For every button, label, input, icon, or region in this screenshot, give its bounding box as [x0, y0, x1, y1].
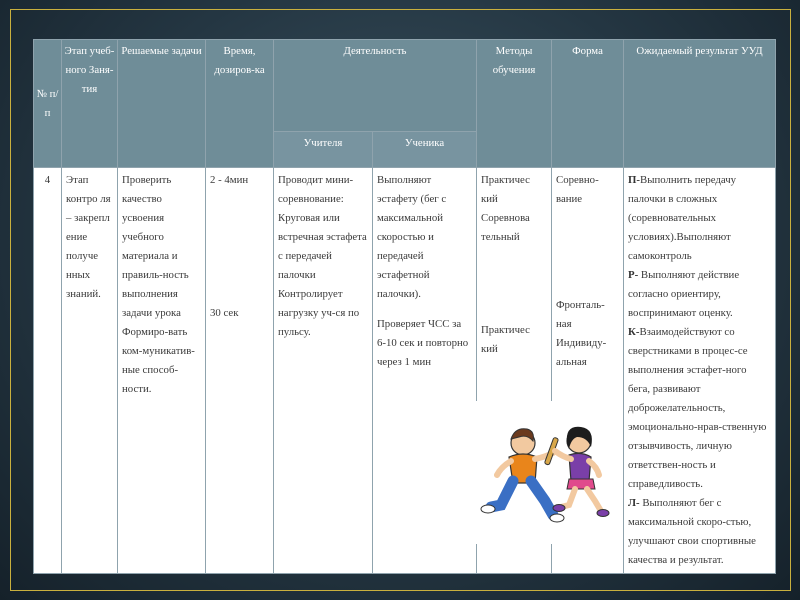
student-first: Выполняют эстафету (бег с максимальной скоростью и передачей эстафетной палочки). — [377, 174, 447, 300]
header-tasks: Решаемые задачи — [118, 40, 206, 168]
header-teacher: Учителя — [274, 132, 373, 168]
student-second: Проверяет ЧСС за 6-10 сек и повторно через 1 мин — [377, 318, 469, 368]
relay-kids-image — [475, 401, 618, 544]
teacher-first: Проводит мини-соревнование: Круговая или встречная эстафета с передачей палочки — [278, 174, 367, 281]
cell-teacher — [274, 168, 373, 574]
lesson-plan-sheet — [33, 39, 775, 573]
methods-second: Практичес кий — [481, 324, 530, 355]
header-student: Ученика — [373, 132, 477, 168]
cell-num: 4 — [34, 168, 62, 574]
result-p: П-Выполнить передачу палочки в сложных (соревновательных условиях).Выполняют самоконтроль — [628, 174, 737, 262]
result-l: Л- Выполняют бег с максимальной скоро-стью, улучшают свои спортивные качества и результат. — [628, 497, 756, 566]
cell-time — [206, 168, 274, 574]
header-form: Форма — [552, 40, 624, 168]
cell-student — [373, 168, 477, 574]
cell-stage: Этап контро ля – закрепл ение получе нных знаний. — [62, 168, 118, 574]
header-num: № п/п — [34, 40, 62, 168]
header-stage: Этап учеб-ного Заня-тия — [62, 40, 118, 168]
header-result: Ожидаемый результат УУД — [624, 40, 776, 168]
methods-first: Практичес кий Соревнова тельный — [481, 174, 530, 243]
time-first: 2 - 4мин — [210, 174, 249, 186]
form-first: Соревно-вание — [556, 174, 599, 205]
cell-tasks: Проверить качество усвоения учебного материала и правиль-ность выполнения задачи урока Формиро-вать ком-муникатив-ные способ-ности. — [118, 168, 206, 574]
teacher-second: Контролирует нагрузку уч-ся по пульсу. — [278, 288, 360, 338]
table-header-row — [34, 40, 776, 132]
form-second: Фронталь-ная Индивиду-альная — [556, 299, 607, 368]
table-row — [34, 168, 776, 574]
girl-figure — [553, 427, 609, 517]
lesson-plan-table — [33, 39, 776, 574]
time-second: 30 сек — [210, 307, 239, 319]
header-methods: Методы обучения — [477, 40, 552, 168]
result-k: К-Взаимодействуют со сверстниками в процес-се выполнения эстафет-ного бега, развивают доброжелательность, эмоционально-нрав-ственную отзывчивость, личную ответствен-ность и справедливость. — [628, 326, 767, 490]
header-activity: Деятельность — [274, 40, 477, 132]
result-r: Р- Выполняют действие согласно ориентиру, воспринимают оценку. — [628, 269, 740, 319]
relay-illustration — [475, 401, 618, 544]
header-time: Время, дозиров-ка — [206, 40, 274, 168]
cell-result — [624, 168, 776, 574]
